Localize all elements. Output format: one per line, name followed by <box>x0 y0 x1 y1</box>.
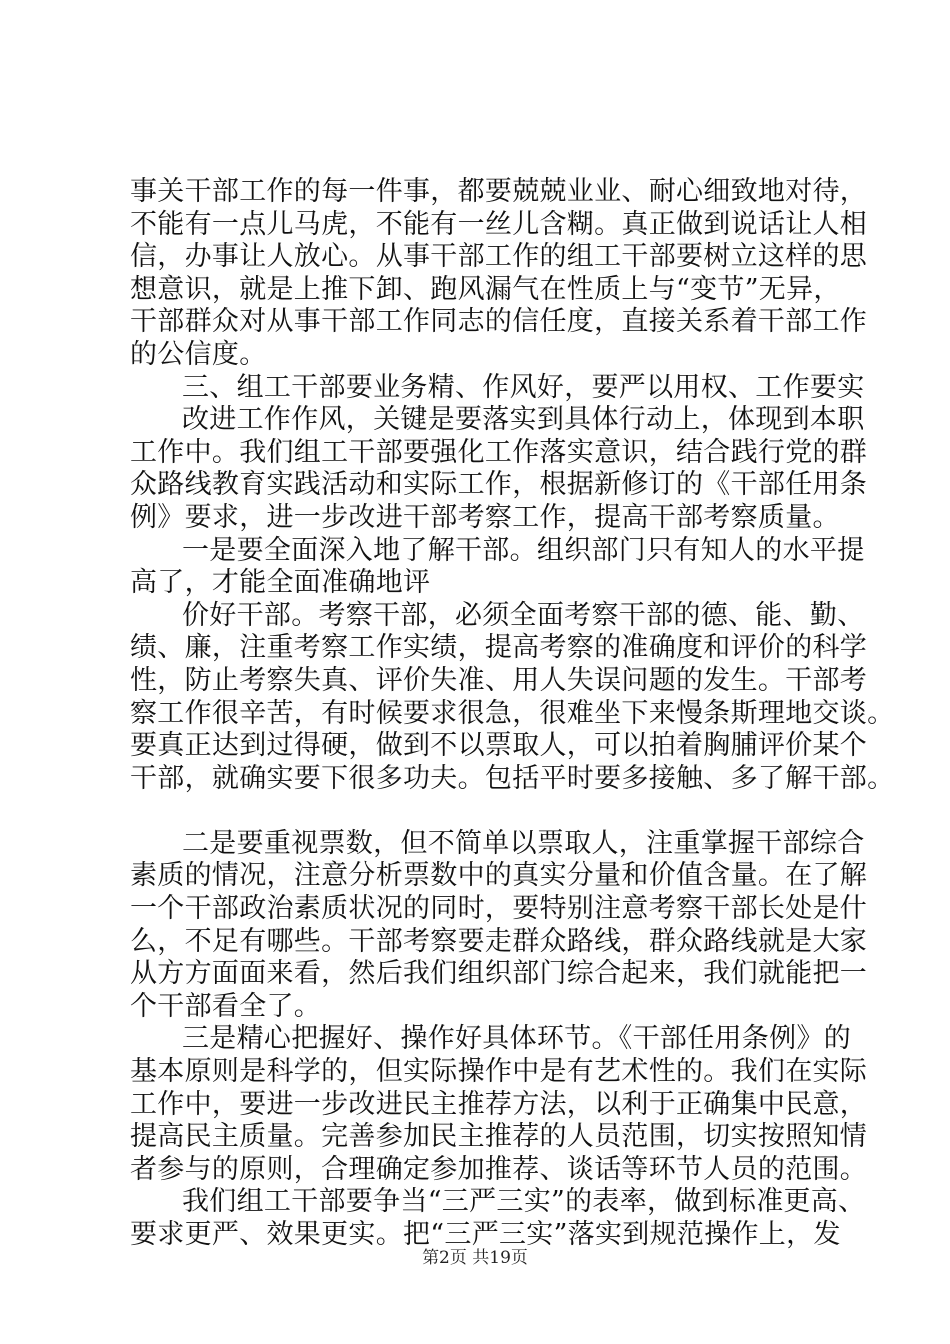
text-line: 想意识，就是上推下卸、跑风漏气在性质上与“变节”无异， <box>130 273 841 305</box>
text-line: 性，防止考察失真、评价失准、用人失误问题的发生。干部考 <box>130 664 868 696</box>
text-line: 要真正达到过得硬，做到不以票取人，可以拍着胸脯评价某个 <box>130 730 868 762</box>
text-line: 察工作很辛苦，有时候要求很急，很难坐下来慢条斯理地交谈。 <box>130 697 895 729</box>
paragraph-start: 改进工作作风，关键是要落实到具体行动上，体现到本职 <box>182 404 865 436</box>
text-line: 例》要求，进一步改进干部考察工作，提高干部考察质量。 <box>130 501 840 533</box>
document-body <box>130 176 895 1252</box>
paragraph-start: 一是要全面深入地了解干部。组织部门只有知人的水平提 <box>182 534 865 566</box>
text-line: 素质的情况，注意分析票数中的真实分量和价值含量。在了解 <box>130 860 868 892</box>
paragraph-start: 二是要重视票数，但不简单以票取人，注重掌握干部综合 <box>182 827 865 859</box>
paragraph-start: 我们组工干部要争当“三严三实”的表率，做到标准更高、 <box>182 1186 866 1218</box>
text-line: 众路线教育实践活动和实际工作，根据新修订的《干部任用条 <box>130 469 868 501</box>
paragraph-start: 三是精心把握好、操作好具体环节。《干部任用条例》的 <box>182 1023 851 1055</box>
text-line: 干部，就确实要下很多功夫。包括平时要多接触、多了解干部。 <box>130 762 895 794</box>
text-line: 么，不足有哪些。干部考察要走群众路线，群众路线就是大家 <box>130 925 868 957</box>
text-line: 干部群众对从事干部工作同志的信任度，直接关系着干部工作 <box>130 306 868 338</box>
text-line: 绩、廉，注重考察工作实绩，提高考察的准确度和评价的科学 <box>130 632 868 664</box>
paragraph-start: 价好干部。考察干部，必须全面考察干部的德、能、勤、 <box>182 599 865 631</box>
text-line: 信，办事让人放心。从事干部工作的组工干部要树立这样的思 <box>130 241 868 273</box>
text-line: 高了，才能全面准确地评 <box>130 567 431 599</box>
text-line: 工作中，要进一步改进民主推荐方法，以利于正确集中民意， <box>130 1088 868 1120</box>
text-line: 一个干部政治素质状况的同时，要特别注意考察干部长处是什 <box>130 893 868 925</box>
text-line: 事关干部工作的每一件事，都要兢兢业业、耐心细致地对待， <box>130 176 868 207</box>
text-line: 的公信度。 <box>130 338 267 370</box>
text-line: 个干部看全了。 <box>130 990 322 1022</box>
page-footer <box>0 1243 950 1268</box>
page-number: 第2页 共19页 <box>422 1248 528 1268</box>
text-line: 者参与的原则，合理确定参加推荐、谈话等环节人员的范围。 <box>130 1153 868 1185</box>
section-heading: 三、组工干部要业务精、作风好，要严以用权、工作要实 <box>182 371 865 403</box>
text-line: 基本原则是科学的，但实际操作中是有艺术性的。我们在实际 <box>130 1056 868 1088</box>
text-line: 要求更严、效果更实。把“三严三实”落实到规范操作上，发 <box>130 1219 841 1250</box>
blank-line <box>130 795 830 828</box>
text-line: 提高民主质量。完善参加民主推荐的人员范围，切实按照知情 <box>130 1121 868 1153</box>
text-line: 工作中。我们组工干部要强化工作落实意识，结合践行党的群 <box>130 436 868 468</box>
text-line: 从方方面面来看，然后我们组织部门综合起来，我们就能把一 <box>130 958 868 990</box>
text-line: 不能有一点儿马虎，不能有一丝儿含糊。真正做到说话让人相 <box>130 208 868 240</box>
